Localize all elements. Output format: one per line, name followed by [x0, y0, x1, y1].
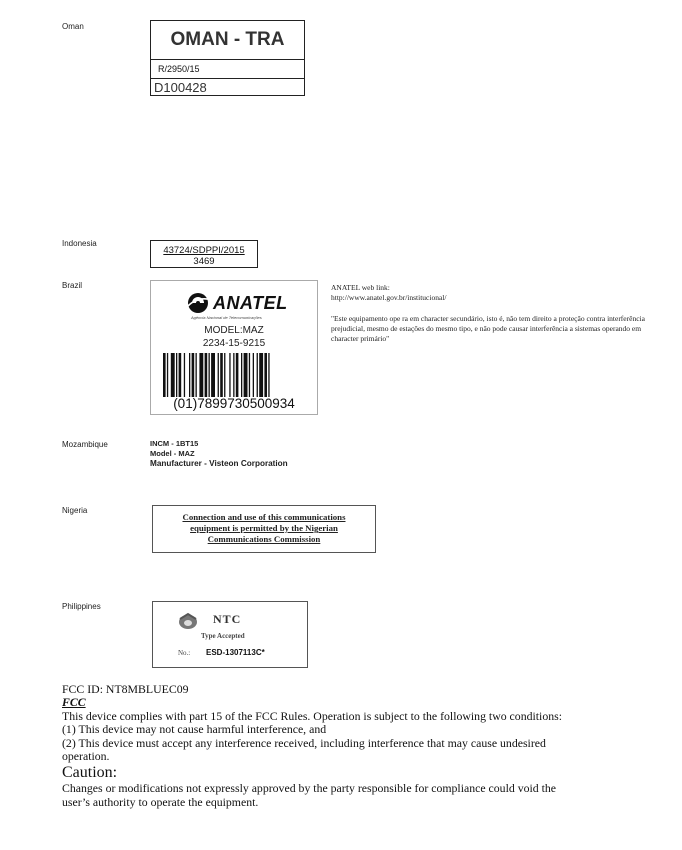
fcc-compliance-line: This device complies with part 15 of the FCC Rules. Operation is subject to the following two conditions:	[62, 708, 562, 723]
country-label-nigeria: Nigeria	[62, 506, 88, 515]
ntc-type-accepted: Type Accepted	[201, 632, 245, 640]
ntc-number-label: No.:	[178, 649, 191, 657]
caution-line-1: Changes or modifications not expressly approved by the party responsible for compliance could void the	[62, 781, 557, 796]
mozambique-incm-number: INCM - 1BT15	[150, 439, 199, 448]
oman-tra-title: OMAN - TRA	[151, 21, 304, 60]
mozambique-manufacturer: Manufacturer - Visteon Corporation	[150, 459, 288, 468]
anatel-web-link-url: http://www.anatel.gov.br/institucional/	[331, 293, 447, 302]
caution-heading: Caution:	[62, 764, 118, 782]
indonesia-sdppi-label	[150, 240, 258, 268]
ntc-seal-icon	[177, 612, 199, 630]
fcc-condition-2: (2) This device must accept any interference received, including interference that may cause undesired	[62, 735, 546, 750]
fcc-id: FCC ID: NT8MBLUEC09	[62, 682, 189, 696]
nigeria-ncc-label	[152, 505, 376, 553]
oman-tra-label	[150, 20, 305, 96]
nigeria-line-3: Communications Commission	[207, 534, 321, 544]
anatel-notice	[331, 283, 661, 344]
country-label-oman: Oman	[62, 22, 84, 31]
fcc-section	[62, 683, 662, 809]
anatel-logo-text: ANATEL	[213, 293, 288, 313]
oman-registration-number: R/2950/15	[151, 60, 304, 79]
country-label-brazil: Brazil	[62, 281, 83, 290]
fcc-condition-2-continued: operation.	[62, 749, 110, 764]
barcode-icon	[163, 353, 308, 397]
mozambique-incm-label	[150, 439, 288, 469]
ntc-label	[152, 601, 308, 668]
mozambique-model: Model - MAZ	[150, 449, 195, 458]
fcc-heading: FCC	[62, 695, 86, 710]
fcc-condition-1: (1) This device may not cause harmful interference, and	[62, 722, 327, 737]
ntc-title: NTC	[213, 612, 242, 626]
ntc-number-value: ESD-1307113C*	[206, 648, 265, 657]
country-label-indonesia: Indonesia	[62, 239, 97, 248]
country-label-philippines: Philippines	[62, 602, 101, 611]
anatel-label	[150, 280, 318, 415]
indonesia-pl-number: 3469	[193, 256, 215, 267]
oman-dealer-number: D100428	[154, 80, 207, 95]
anatel-model: MODEL:MAZ	[204, 325, 264, 336]
nigeria-line-1: Connection and use of this communications	[182, 512, 346, 522]
anatel-web-link-label: ANATEL web link:	[331, 283, 390, 292]
barcode-digits: (01)7899730500934	[173, 396, 295, 411]
country-label-mozambique: Mozambique	[62, 440, 108, 449]
anatel-homologation-number: 2234-15-9215	[202, 338, 266, 349]
nigeria-line-2: equipment is permitted by the Nigerian	[190, 523, 338, 533]
indonesia-certificate-number: 43724/SDPPI/2015	[163, 245, 245, 256]
anatel-agency-subtitle: Agência Nacional de Telecomunicações	[191, 315, 262, 320]
caution-line-2: user’s authority to operate the equipment.	[62, 794, 259, 809]
anatel-quote: "Este equipamento ope ra em character secundário, isto é, não tem direito a proteção contra interferência prejudicial, mesmo de estações do mesmo tipo, e não pode causar interferência a sistemas operando em character primário"	[331, 314, 645, 343]
